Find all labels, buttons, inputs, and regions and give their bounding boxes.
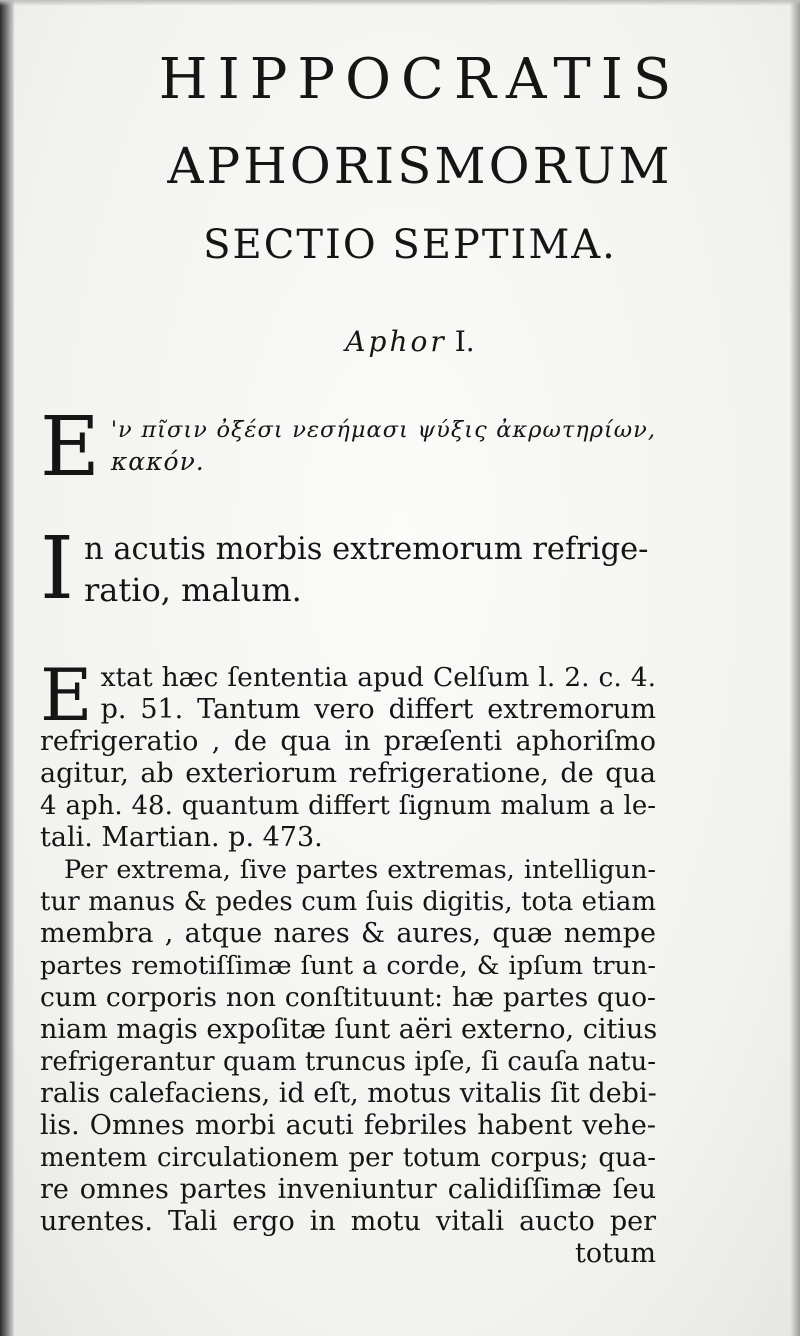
greek-line-1: 'ν πῖσιν ὀξέσι νεσήμασι ψύξις ἀκρωτηρίων, xyxy=(110,417,656,443)
latin-dropcap: I xyxy=(40,519,74,619)
greek-dropcap: E xyxy=(40,400,101,495)
commentary-line: lis. Omnes morbi acuti febriles habent vehe- xyxy=(40,1110,656,1141)
commentary-dropcap: E xyxy=(40,653,93,737)
commentary-line: niam magis expoſitæ ſunt aëri externo, citius xyxy=(40,1014,658,1045)
latin-line-2: ratio, malum. xyxy=(83,571,302,609)
commentary-line: tali. Martian. p. 473. xyxy=(40,822,323,853)
commentary-line: refrigeratio , de qua in præſenti aphoriſmo xyxy=(40,726,656,757)
aphorism-number: I. xyxy=(454,325,475,358)
commentary xyxy=(40,653,658,1270)
commentary-line: urentes. Tali ergo in motu vitali aucto per xyxy=(40,1206,656,1237)
commentary-line: tur manus & pedes cum ſuis digitis, tota etiam xyxy=(40,887,656,917)
aphorism-label: Aphor xyxy=(345,325,447,358)
commentary-line: partes remotiſſimæ ſunt a corde, & ipſum trun- xyxy=(40,951,656,981)
commentary-line: membra , atque nares & aures, quæ nempe xyxy=(40,918,656,949)
commentary-line: mentem circulationem per totum corpus; qua- xyxy=(40,1143,656,1173)
page-top-edge xyxy=(0,0,800,6)
commentary-line: 4 aph. 48. quantum differt ſignum malum a le- xyxy=(40,791,656,821)
latin-translation xyxy=(40,519,656,619)
commentary-line: re omnes partes inveniuntur calidiſſimæ ſeu xyxy=(40,1174,656,1205)
greek-text xyxy=(40,400,656,495)
commentary-line: Per extrema, ſive partes extremas, intelligun- xyxy=(64,855,656,885)
page-edge xyxy=(790,0,800,1336)
title-author: HIPPOCRATIS xyxy=(158,47,682,112)
title-work: APHORISMORUM xyxy=(167,137,673,195)
commentary-line: refrigerantur quam truncus ipſe, ſi cauſa natu- xyxy=(40,1047,656,1077)
section-heading: SECTIO SEPTIMA. xyxy=(203,222,617,268)
aphorism-heading xyxy=(10,322,800,362)
greek-line-2: κακόν. xyxy=(110,447,205,476)
commentary-line: xtat hæc ſententia apud Celſum l. 2. c. 4. xyxy=(100,662,656,693)
commentary-line: p. 51. Tantum vero differt extremorum xyxy=(100,694,656,725)
commentary-line: agitur, ab exteriorum refrigeratione, de qua xyxy=(40,758,656,789)
commentary-line: cum corporis non conſtituunt: hæ partes quo- xyxy=(40,982,656,1013)
page-gutter-shadow xyxy=(0,0,14,1336)
catchword: totum xyxy=(575,1238,656,1269)
latin-line-1: n acutis morbis extremorum refrige- xyxy=(83,532,649,567)
commentary-line: ralis calefaciens, id eſt, motus vitalis ſit debi- xyxy=(40,1078,657,1109)
